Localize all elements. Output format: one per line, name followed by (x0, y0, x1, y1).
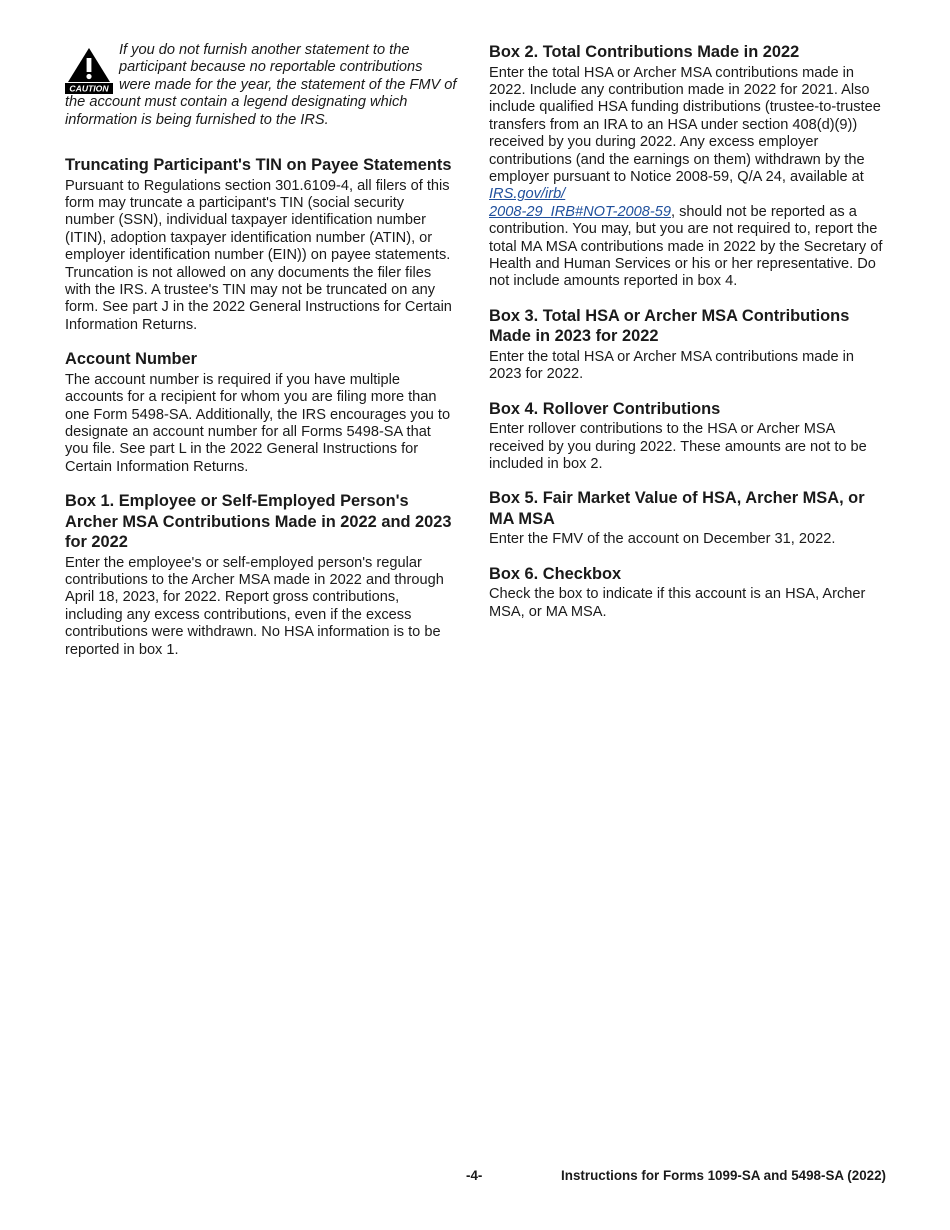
section-heading: Box 3. Total HSA or Archer MSA Contributions Made in 2023 for 2022 (489, 306, 850, 346)
caution-text: If you do not furnish another statement to the participant because no reportable contributions were made for the year, the statement of the FMV of the account must contain a legend designating which information is being furnished to the IRS. (65, 42, 457, 128)
section-box-3 (489, 306, 887, 384)
section-box-1 (65, 491, 457, 659)
caution-note (65, 42, 457, 129)
body-text-before-link: Enter the total HSA or Archer MSA contributions made in 2022. Include any contribution made in 2022 for 2021. Also include qualified HSA funding distributions (trustee-to-trustee transfers from an IRA to an HSA under section 408(d)(9)) received by you during 2022. Any excess employer contributions (and the earnings on them) withdrawn by the employer pursuant to Notice 2008-59, Q/A 24, available at (489, 64, 881, 185)
caution-icon-label: CAUTION (69, 83, 109, 94)
link-text-line-1: IRS.gov/irb/ (489, 186, 566, 203)
footer-title: Instructions for Forms 1099-SA and 5498-SA (2022) (561, 1168, 886, 1183)
section-body: Enter the employee's or self-employed person's regular contributions to the Archer MSA made in 2022 and through April 18, 2023, for 2022. Report gross contributions, including any excess contributions, even if the excess contributions were withdrawn. No HSA information is to be reported in box 1. (65, 554, 444, 658)
section-body: Enter rollover contributions to the HSA or Archer MSA received by you during 2022. These amounts are not to be included in box 2. (489, 421, 867, 472)
section-account-number (65, 349, 457, 476)
section-heading: Account Number (65, 350, 198, 369)
section-heading: Box 1. Employee or Self-Employed Person's Archer MSA Contributions Made in 2022 and 2023 for 2022 (65, 492, 452, 552)
section-heading: Box 4. Rollover Contributions (489, 399, 721, 418)
section-box-4 (489, 399, 887, 474)
section-box-5 (489, 488, 887, 548)
section-body: Enter the FMV of the account on December 31, 2022. (489, 531, 836, 548)
section-heading: Box 5. Fair Market Value of HSA, Archer MSA, or MA MSA (489, 489, 865, 528)
section-body: Check the box to indicate if this account is an HSA, Archer MSA, or MA MSA. (489, 586, 866, 620)
left-column (65, 42, 457, 674)
page-number: -4- (466, 1168, 483, 1183)
section-heading: Truncating Participant's TIN on Payee Statements (65, 156, 452, 175)
irb-notice-link[interactable] (489, 186, 671, 219)
section-body (489, 65, 887, 291)
section-box-2 (489, 42, 887, 291)
page-footer (0, 1168, 950, 1188)
link-text-line-2: 2008-29_IRB#NOT-2008-59 (489, 203, 672, 220)
section-body: The account number is required if you have multiple accounts for a recipient for whom you are filing more than one Form 5498-SA. Additionally, the IRS encourages you to designate an account number for all Forms 5498-SA that you file. See part L in the 2022 General Instructions for Certain Information Returns. (65, 371, 451, 475)
section-body: Pursuant to Regulations section 301.6109-4, all filers of this form may truncate a participant's TIN (social security number (SSN), individual taxpayer identification number (ITIN), adoption taxpayer identification number (ATIN), or employer identification number (EIN)) on payee statements. Truncation is not allowed on any documents the filer files with the IRS. A trustee's TIN may not be truncated on any form. See part J in the 2022 General Instructions for Certain Information Returns. (65, 177, 452, 333)
body-text-after-link: , should not be reported as a contribution. You may, but you are not required to, report the total MA MSA contributions made in 2022 by the Secretary of Health and Human Services or his or her representative. Do not include amounts reported in box 4. (489, 203, 883, 290)
right-column (489, 42, 887, 636)
section-truncating-tin (65, 155, 457, 334)
section-heading: Box 6. Checkbox (489, 564, 622, 583)
section-heading: Box 2. Total Contributions Made in 2022 (489, 43, 800, 61)
caution-icon (65, 46, 113, 94)
section-body: Enter the total HSA or Archer MSA contributions made in 2023 for 2022. (489, 348, 855, 383)
section-box-6 (489, 564, 887, 621)
